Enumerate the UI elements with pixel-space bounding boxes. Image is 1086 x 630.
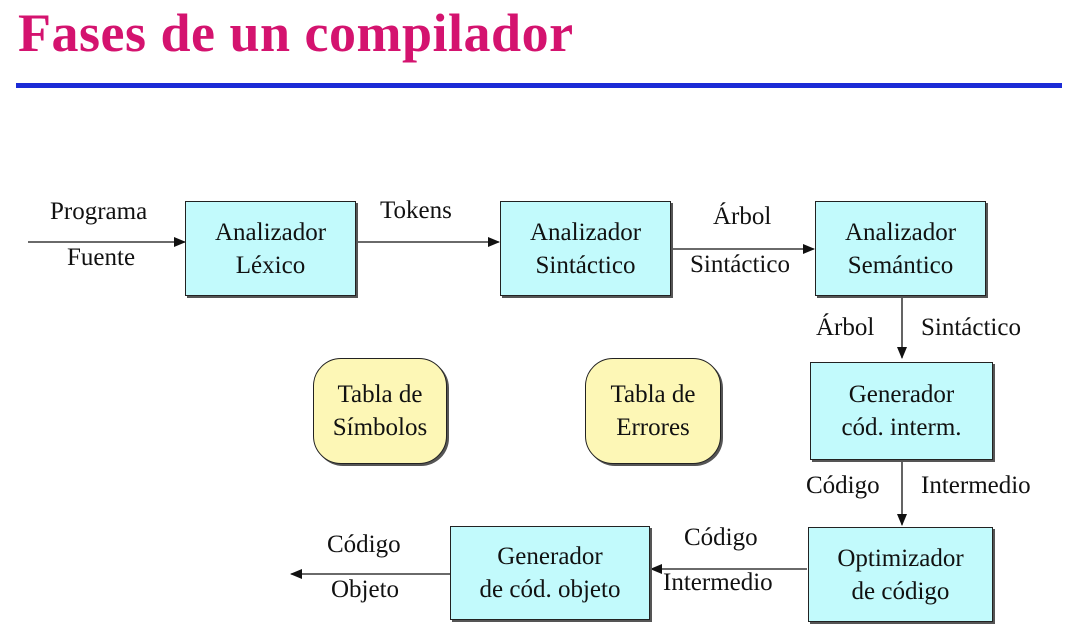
box-analizador-semantico bbox=[815, 201, 986, 296]
box-optimizador-codigo bbox=[808, 527, 993, 622]
box-label-line2: de cód. objeto bbox=[479, 576, 621, 603]
box-analizador-lexico bbox=[185, 201, 356, 296]
box-label-line1: Analizador bbox=[844, 218, 957, 246]
box-generador-cod-interm bbox=[810, 362, 993, 460]
label-arbol-1: Árbol bbox=[713, 203, 772, 230]
label-codigo-1: Código bbox=[806, 472, 880, 499]
table-label-line2: Errores bbox=[616, 414, 690, 441]
box-label-line2: cód. interm. bbox=[841, 414, 962, 441]
label-sintactico-2: Sintáctico bbox=[921, 314, 1021, 341]
box-label-line2: de código bbox=[851, 577, 950, 605]
table-label-line1: Tabla de bbox=[337, 381, 423, 408]
box-analizador-sintactico bbox=[500, 201, 671, 296]
label-arbol-2: Árbol bbox=[816, 314, 875, 341]
label-tokens: Tokens bbox=[380, 197, 452, 224]
table-label-line1: Tabla de bbox=[610, 381, 696, 408]
box-generador-cod-objeto bbox=[450, 526, 650, 620]
box-label-line2: Semántico bbox=[847, 251, 954, 279]
label-codigo-3: Código bbox=[327, 531, 401, 558]
label-codigo-2: Código bbox=[684, 524, 758, 551]
box-label-line1: Analizador bbox=[214, 218, 327, 246]
box-label-line1: Optimizador bbox=[837, 544, 964, 572]
label-intermedio-2: Intermedio bbox=[663, 569, 773, 596]
label-programa: Programa bbox=[50, 198, 148, 225]
label-objeto: Objeto bbox=[331, 576, 400, 603]
page-title: Fases de un compilador bbox=[18, 3, 574, 63]
label-intermedio-1: Intermedio bbox=[921, 472, 1031, 499]
label-fuente: Fuente bbox=[67, 244, 136, 271]
box-label-line1: Analizador bbox=[529, 218, 642, 246]
box-label-line1: Generador bbox=[848, 381, 955, 408]
table-simbolos bbox=[313, 358, 447, 464]
table-errores bbox=[585, 358, 721, 464]
box-label-line1: Generador bbox=[497, 543, 603, 570]
table-label-line2: Símbolos bbox=[332, 414, 428, 441]
box-label-line2: Léxico bbox=[235, 251, 306, 279]
box-label-line2: Sintáctico bbox=[535, 251, 636, 279]
label-sintactico-1: Sintáctico bbox=[690, 251, 790, 278]
